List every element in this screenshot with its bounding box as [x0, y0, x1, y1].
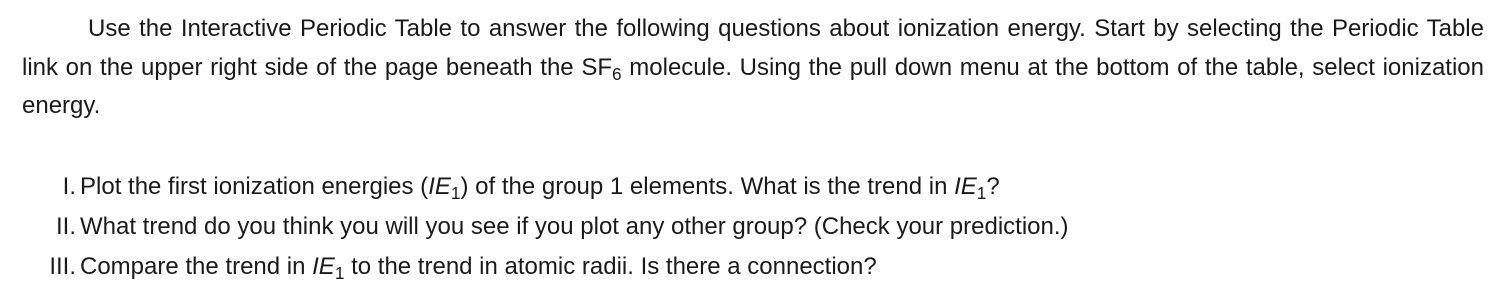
ie-subscript: 1 — [976, 182, 987, 203]
intro-text-part2: molecule. Using the pull down menu at the bottom of the table, select ionization energy. — [22, 53, 1485, 119]
question-item — [0, 248, 1400, 285]
question-item — [0, 208, 1400, 248]
question-number: III. — [49, 253, 76, 280]
ie-symbol: IE — [312, 253, 335, 280]
question-text-segment: to the trend in atomic radii. Is there a connection? — [344, 253, 877, 280]
question-text: What trend do you think you will you see if you plot any other group? (Check your prediction.) — [80, 213, 1069, 240]
question-number: I. — [62, 173, 76, 200]
question-list — [0, 168, 1400, 285]
ie-subscript: 1 — [450, 182, 461, 203]
intro-text-part1: Use the Interactive Periodic Table to answer the following questions about ionization energy. Start by selecting the Periodic Table link on the upper right side of the page beneath the SF — [22, 15, 1484, 81]
question-text-segment: Compare the trend in — [80, 253, 313, 280]
ie-symbol: IE — [954, 173, 977, 200]
ie-symbol: IE — [428, 173, 451, 200]
question-item — [0, 168, 1400, 208]
intro-subscript: 6 — [612, 63, 622, 84]
intro-paragraph — [22, 10, 1484, 126]
question-text — [80, 248, 877, 285]
ie-subscript: 1 — [334, 262, 345, 283]
question-text-segment: Plot the first ionization energies ( — [80, 173, 429, 200]
question-text — [80, 168, 1000, 206]
question-number: II. — [55, 213, 76, 240]
question-text-segment: ) of the group 1 elements. What is the trend in — [460, 173, 955, 200]
question-text-segment: ? — [986, 173, 1000, 200]
